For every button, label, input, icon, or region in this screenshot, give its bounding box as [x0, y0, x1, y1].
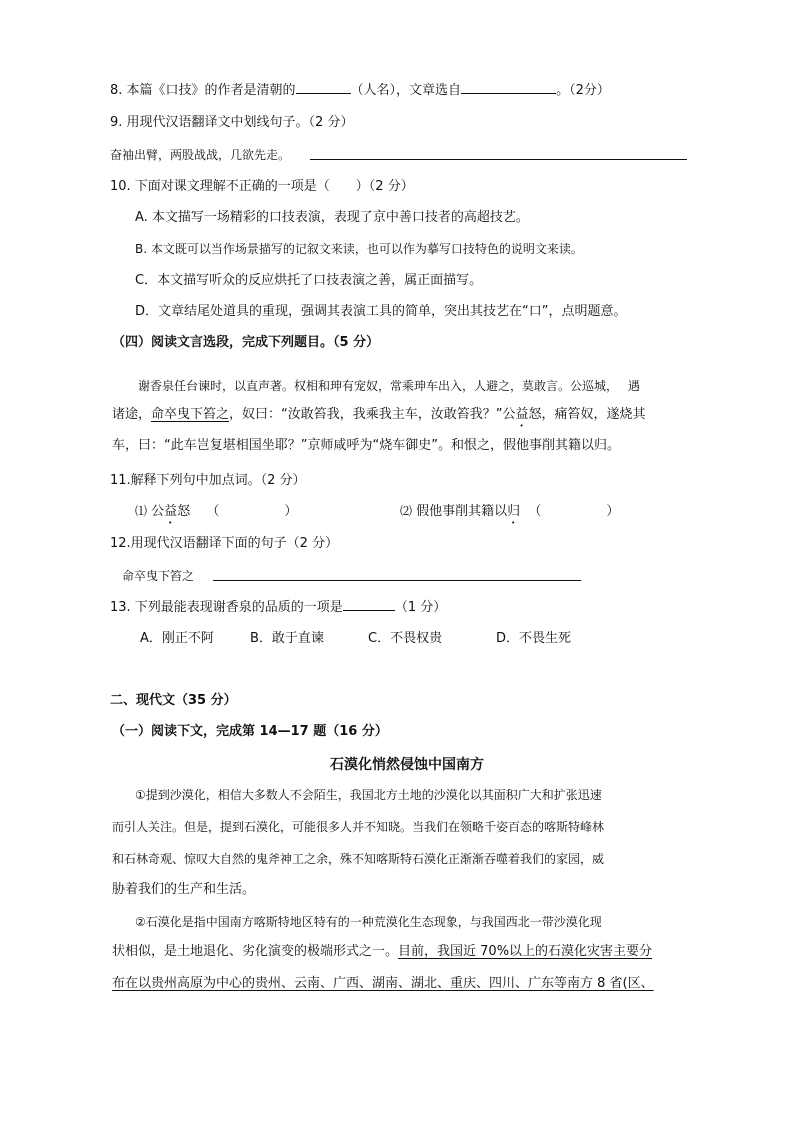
question-13-option-c: C．不畏权贵	[368, 631, 443, 646]
question-9-sentence: 奋袖出臂，两股战战，几欲先走。	[110, 148, 291, 162]
dotted-word: 益	[515, 407, 529, 422]
question-11-item-2: ⑵ 假他事削其籍以归 （ ）	[400, 504, 620, 519]
paragraph-2-line-3: 布在以贵州高原为中心的贵州、云南、广西、湖南、湖北、重庆、四川、广东等南方 8 省(区、	[112, 976, 654, 991]
question-11-answer-2[interactable]: （ ）	[528, 504, 620, 519]
part-2-heading: 二、现代文（35 分）	[110, 693, 237, 708]
underlined-sentence: 命卒曳下笞之	[151, 407, 230, 422]
paragraph-1-line-3: 和石林奇观、惊叹大自然的鬼斧神工之余，殊不知喀斯特石漠化正渐渐吞噬着我们的家园，威	[112, 852, 605, 866]
question-10-prompt: 10. 下面对课文理解不正确的一项是（ ）（2 分）	[110, 179, 414, 194]
paragraph-2-line-2: 状相似，是土地退化、劣化演变的极端形式之一。目前，我国近 70%以上的石漠化灾害主要分	[112, 944, 653, 959]
question-10-option-d: D．文章结尾处道具的重现，强调其表演工具的简单，突出其技艺在“口”，点明题意。	[135, 304, 627, 319]
paragraph-1-line-4: 胁着我们的生产和生活。	[112, 882, 256, 897]
question-8: 8. 本篇《口技》的作者是清朝的 （人名），文章选自 。（2分）	[110, 83, 610, 98]
paragraph-2-line-1: ②石漠化是指中国南方喀斯特地区特有的一种荒漠化生态现象，与我国西北一带沙漠化现	[135, 915, 602, 929]
paragraph-1-line-2: 而引人关注。但是，提到石漠化，可能很多人并不知晓。当我们在领略千姿百态的喀斯特峰林	[112, 820, 605, 834]
question-13-answer-blank[interactable]	[343, 598, 395, 611]
question-10-option-a: A. 本文描写一场精彩的口技表演，表现了京中善口技者的高超技艺。	[135, 210, 529, 225]
question-12-prompt: 12.用现代汉语翻译下面的句子（2 分）	[110, 536, 339, 551]
question-11-prompt: 11.解释下列句中加点词。（2 分）	[110, 473, 306, 488]
question-13-option-a: A．刚正不阿	[140, 631, 214, 646]
question-13-option-b: B．敢于直谏	[250, 631, 324, 646]
paragraph-2-underlined-a: 目前，我国近 70%以上的石漠化灾害主要分	[398, 944, 653, 959]
passage-line-2: 诸途，命卒曳下笞之，奴曰：“汝敢笞我，我乘我主车，汝敢笞我？”公益怒，痛笞奴，遂烧其	[112, 407, 646, 422]
question-11-item-1: ⑴ 公益怒 （ ）	[135, 504, 298, 519]
part-2-sub-heading: （一）阅读下文，完成第 14—17 题（16 分）	[112, 724, 388, 739]
source-answer-blank[interactable]	[461, 81, 556, 94]
question-11-answer-1[interactable]: （ ）	[206, 504, 298, 519]
question-13-prompt: 13. 下列最能表现谢香泉的品质的一项是 （1 分）	[110, 600, 447, 615]
passage-line-1: 谢香泉任台谏时，以直声著。权相和珅有宠奴，常乘珅车出入，人避之，莫敢言。公巡城， 遇	[138, 379, 640, 393]
paragraph-1-line-1: ①提到沙漠化，相信大多数人不会陌生，我国北方土地的沙漠化以其面积广大和扩张迅速	[135, 788, 602, 802]
question-9-answer-line[interactable]	[310, 147, 687, 160]
question-12-answer-line[interactable]	[213, 568, 581, 581]
question-10-option-c: C．本文描写听众的反应烘托了口技表演之善，属正面描写。	[135, 273, 483, 288]
passage-line-3: 车，曰：“此车岂复堪相国坐耶？”京师咸呼为“烧车御史”。和恨之，假他事削其籍以归。	[112, 438, 620, 453]
section-4-heading: （四）阅读文言选段，完成下列题目。（5 分）	[112, 335, 380, 350]
article-title: 石漠化悄然侵蚀中国南方	[330, 757, 484, 773]
question-12-sentence: 命卒曳下笞之	[122, 569, 195, 583]
question-13-option-d: D．不畏生死	[496, 631, 572, 646]
question-10-option-b: B. 本文既可以当作场景描写的记叙文来读，也可以作为摹写口技特色的说明文来读。	[135, 242, 583, 256]
question-9-prompt: 9. 用现代汉语翻译文中划线句子。（2 分）	[110, 115, 354, 130]
author-answer-blank[interactable]	[296, 81, 351, 94]
